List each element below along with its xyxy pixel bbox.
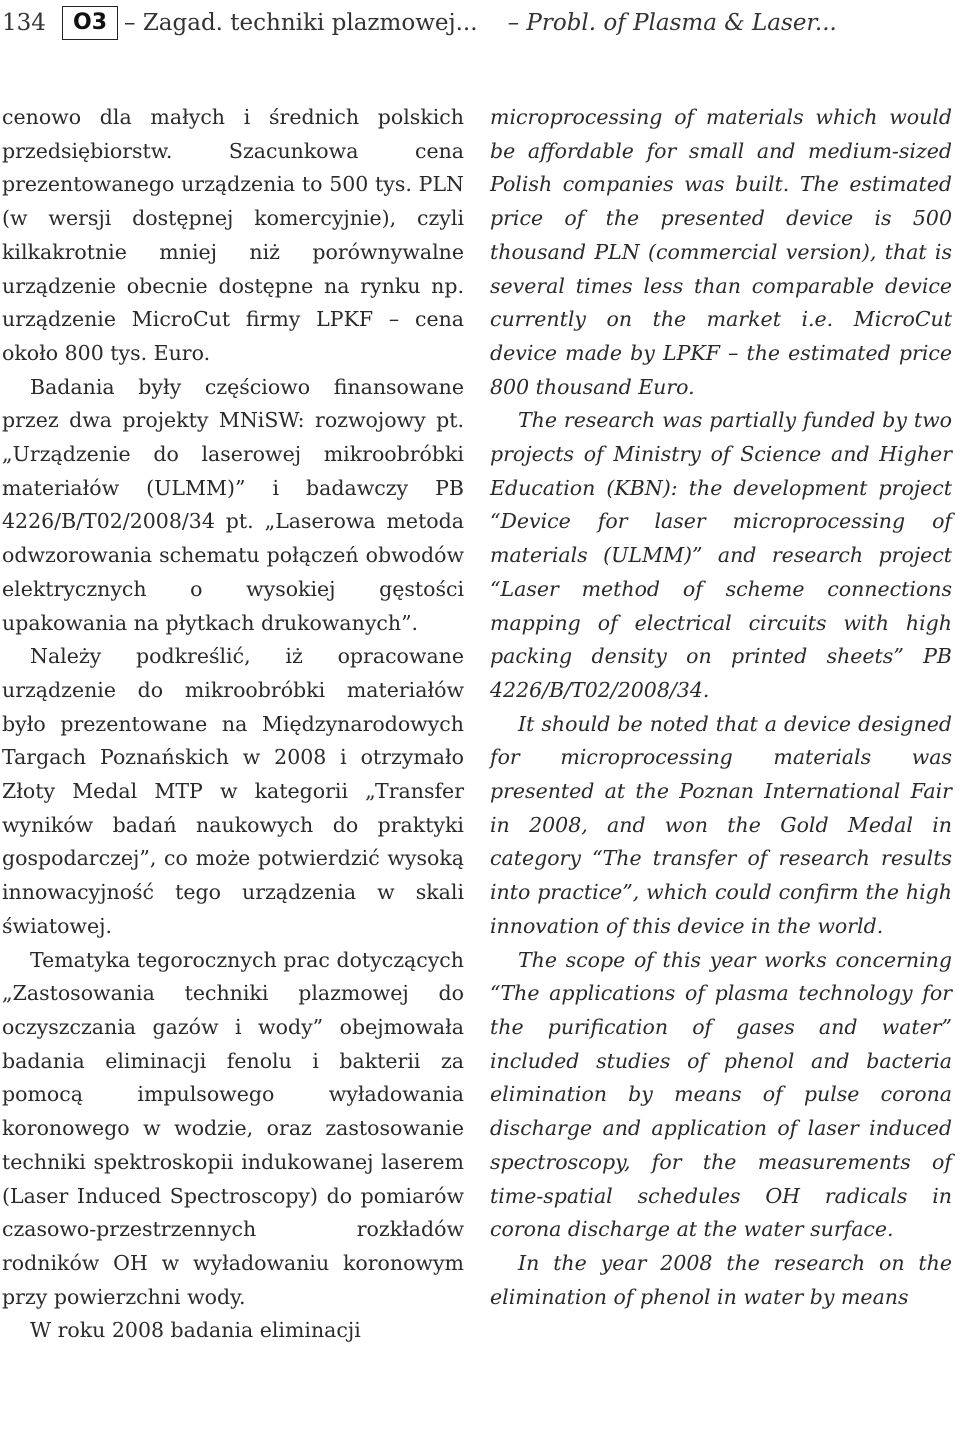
paragraph-en-5: In the year 2008 the research on the elimination of phenol in water by means <box>490 1250 952 1309</box>
header-title-english: – Probl. of Plasma & Laser... <box>507 10 837 36</box>
running-header <box>2 4 952 42</box>
paragraph-pl-4: Tematyka tegorocznych prac dotyczących „Zastosowania techniki plazmowej do oczyszczania gazów i wody” obejmowała badania eliminacji fenolu i bakterii za pomocą impulsowego wyładowania koronowego w wodzie, oraz zastosowanie techniki spektroskopii indukowanej laserem (Laser Induced Spectroscopy) do pomiarów czasowo-przestrzennych rozkładów rodników OH w wyładowaniu koronowym przy powierzchni wody. <box>2 947 464 1309</box>
paragraph-pl-1: cenowo dla małych i średnich polskich przedsiębiorstw. Szacunkowa cena prezentowanego urządzenia to 500 tys. PLN (w wersji dostępnej komercyjnie), czyli kilkakrotnie mniej niż porównywalne urządzenie obecnie dostępne na rynku np. urządzenie MicroCut firmy LPKF – cena około 800 tys. Euro. <box>2 105 464 365</box>
section-code-badge: O3 <box>62 6 118 40</box>
polish-column <box>2 101 464 1348</box>
english-column <box>490 101 952 1348</box>
header-title-polish: – Zagad. techniki plazmowej... <box>124 10 478 36</box>
two-column-body <box>2 101 952 1348</box>
paragraph-pl-5: W roku 2008 badania eliminacji <box>30 1318 361 1343</box>
page-number: 134 <box>2 10 46 36</box>
paragraph-pl-3: Należy podkreślić, iż opracowane urządzenie do mikroobróbki materiałów było prezentowane na Międzynarodowych Targach Poznańskich w 2008 i otrzymało Złoty Medal MTP w kategorii „Transfer wyników badań naukowych do praktyki gospodarczej”, co może potwierdzić wysoką innowacyjność tego urządzenia w skali światowej. <box>2 644 464 938</box>
paragraph-pl-2: Badania były częściowo finansowane przez dwa projekty MNiSW: rozwojowy pt. „Urządzenie do laserowej mikroobróbki materiałów (ULMM)” i badawczy PB 4226/B/T02/2008/34 pt. „Laserowa metoda odwzorowania schematu połączeń obwodów elektrycznych o wysokiej gęstości upakowania na płytkach drukowanych”. <box>2 374 464 635</box>
paragraph-en-2: The research was partially funded by two projects of Ministry of Science and Higher Education (KBN): the development project “Device for laser microprocessing of materials (ULMM)” and research project “Laser method of scheme connections mapping of electrical circuits with high packing density on printed sheets” PB 4226/B/T02/2008/34. <box>490 408 952 702</box>
paragraph-en-4: The scope of this year works concerning “The applications of plasma technology for the purification of gases and water” included studies of phenol and bacteria elimination by means of pulse corona discharge and application of laser induced spectroscopy, for the measurements of time-spatial schedules OH radicals in corona discharge at the water surface. <box>490 947 952 1242</box>
paragraph-en-1: microprocessing of materials which would be affordable for small and medium-sized Polish companies was built. The estimated price of the presented device is 500 thousand PLN (commercial version), that is several times less than comparable device currently on the market i.e. MicroCut device made by LPKF – the estimated price 800 thousand Euro. <box>490 105 952 399</box>
paragraph-en-3: It should be noted that a device designed for microprocessing materials was presented at the Poznan International Fair in 2008, and won the Gold Medal in category “The transfer of research results into practice”, which could confirm the high innovation of this device in the world. <box>490 711 952 938</box>
